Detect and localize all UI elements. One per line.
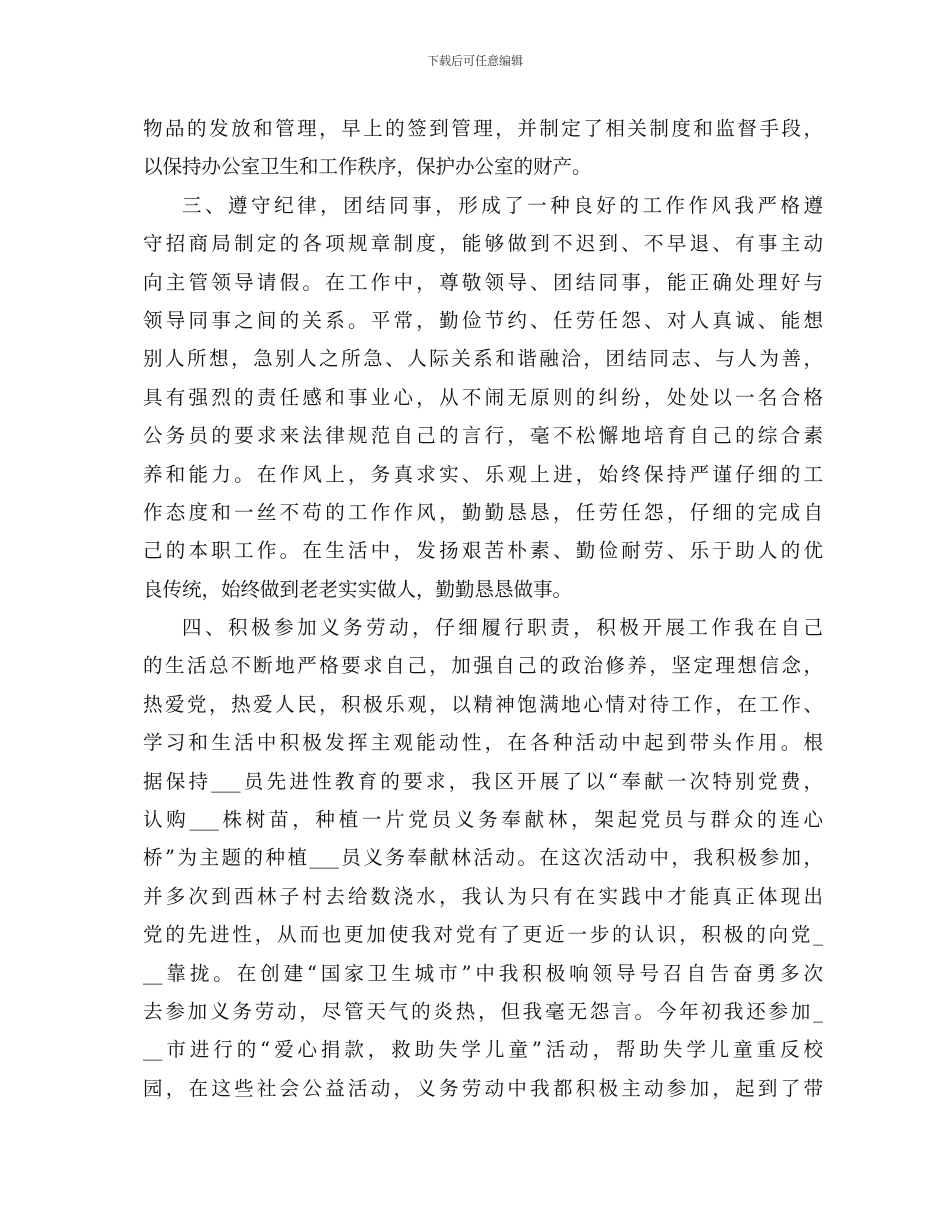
text-line: 公务员的要求来法律规范自己的言行，毫不松懈地培育自己的综合素 bbox=[143, 424, 823, 448]
text-line: 党的先进性，从而也更加使我对党有了更近一步的认识，积极的向党_ bbox=[143, 923, 823, 947]
text-line: 物品的发放和管理，早上的签到管理，并制定了相关制度和监督手段， bbox=[143, 117, 823, 140]
text-line: 据保持___员先进性教育的要求，我区开展了以“奉献一次特别党费， bbox=[143, 769, 823, 793]
text-line: 向主管领导请假。在工作中，尊敬领导、团结同事，能正确处理好与 bbox=[143, 270, 823, 294]
text-line: 养和能力。在作风上，务真求实、乐观上进，始终保持严谨仔细的工 bbox=[143, 462, 823, 486]
document-body bbox=[143, 110, 823, 1108]
text-line: 桥”为主题的种植___员义务奉献林活动。在这次活动中，我积极参加， bbox=[143, 846, 823, 870]
text-line: 去参加义务劳动，尽管天气的炎热，但我毫无怨言。今年初我还参加_ bbox=[143, 999, 823, 1023]
page-header: 下载后可任意编辑 bbox=[426, 54, 523, 68]
text-line: 三、遵守纪律，团结同事，形成了一种良好的工作作风我严格遵 bbox=[182, 193, 823, 217]
text-line: 学习和生活中积极发挥主观能动性，在各种活动中起到带头作用。根 bbox=[143, 731, 823, 755]
text-line: 的生活总不断地严格要求自己，加强自己的政治修养，坚定理想信念， bbox=[143, 654, 823, 678]
text-line: 领导同事之间的关系。平常，勤俭节约、任劳任怨、对人真诚、能想 bbox=[143, 308, 823, 332]
text-line: 热爱党，热爱人民，积极乐观，以精神饱满地心情对待工作，在工作、 bbox=[143, 692, 823, 716]
text-line: __市进行的“爱心捐款，救助失学儿童”活动，帮助失学儿童重反校 bbox=[143, 1038, 823, 1062]
text-line: 具有强烈的责任感和事业心，从不闹无原则的纠纷，处处以一名合格 bbox=[143, 385, 823, 409]
text-line: 己的本职工作。在生活中，发扬艰苦朴素、勤俭耐劳、乐于助人的优 bbox=[143, 539, 823, 563]
text-line: 别人所想，急别人之所急、人际关系和谐融洽，团结同志、与人为善， bbox=[143, 347, 823, 371]
text-line: 四、积极参加义务劳动，仔细履行职责，积极开展工作我在自己 bbox=[182, 616, 823, 640]
text-line: 以保持办公室卫生和工作秩序，保护办公室的财产。 bbox=[143, 155, 592, 179]
text-line: 并多次到西林子村去给数浇水，我认为只有在实践中才能真正体现出 bbox=[143, 884, 823, 908]
text-line: 认购___株树苗，种植一片党员义务奉献林，架起党员与群众的连心 bbox=[143, 808, 823, 832]
text-line: 守招商局制定的各项规章制度，能够做到不迟到、不早退、有事主动 bbox=[143, 232, 823, 256]
text-line: 良传统，始终做到老老实实做人，勤勤恳恳做事。 bbox=[143, 577, 573, 601]
text-line: 作态度和一丝不苟的工作作风，勤勤恳恳，任劳任怨，仔细的完成自 bbox=[143, 500, 823, 524]
text-line: __靠拢。在创建“国家卫生城市”中我积极响领导号召自告奋勇多次 bbox=[143, 961, 823, 985]
text-line: 园，在这些社会公益活动，义务劳动中我都积极主动参加，起到了带 bbox=[143, 1076, 823, 1100]
